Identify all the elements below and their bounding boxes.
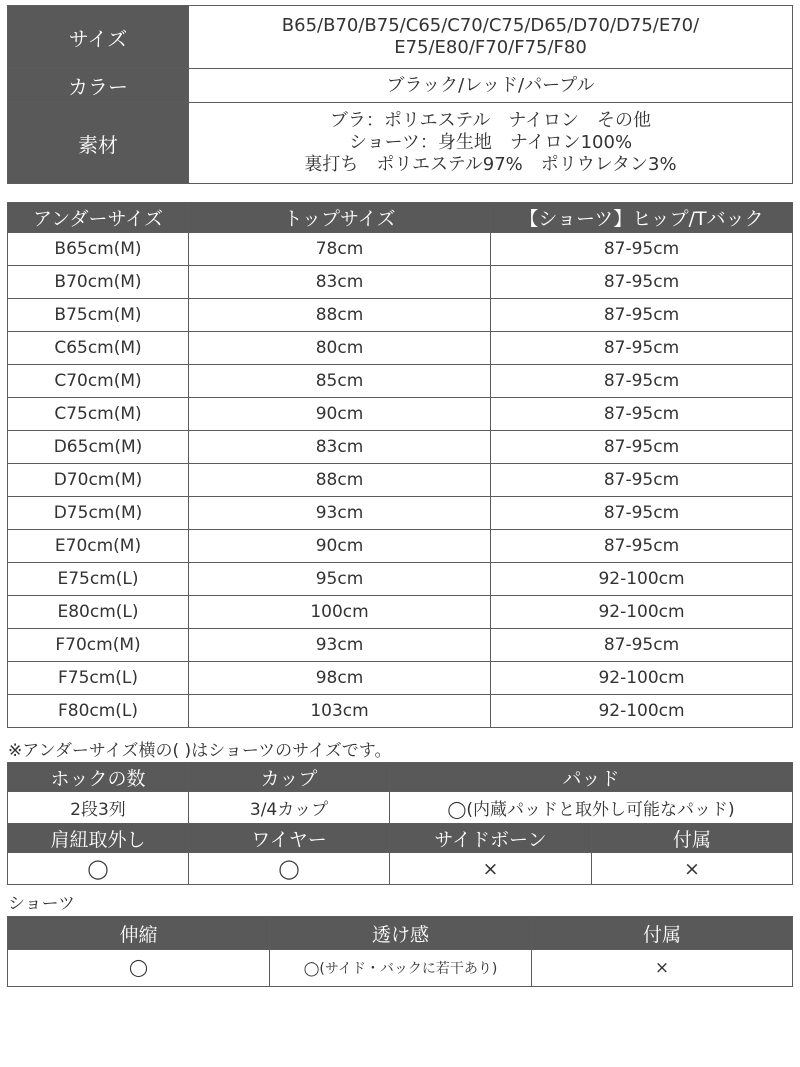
under-size-cell: D75cm(M)	[8, 497, 189, 530]
under-size-cell: E75cm(L)	[8, 563, 189, 596]
feature-table-hook-cup-pad	[7, 762, 793, 824]
shorts-hip-cell: 87-95cm	[491, 497, 793, 530]
material-label: 素材	[8, 103, 189, 184]
feature1-header-row	[8, 763, 793, 792]
accessories-value: ×	[592, 853, 793, 885]
top-size-cell: 88cm	[189, 464, 491, 497]
header-wire: ワイヤー	[189, 824, 390, 853]
shorts-table	[7, 916, 793, 987]
header-hook-count: ホックの数	[8, 763, 189, 792]
material-line1: ブラ：ポリエステル ナイロン その他	[329, 110, 652, 131]
shorts-hip-cell: 87-95cm	[491, 431, 793, 464]
table-row	[8, 464, 793, 497]
under-size-cell: E80cm(L)	[8, 596, 189, 629]
spec-row-color	[8, 69, 793, 103]
header-sheerness: 透け感	[270, 917, 532, 950]
table-row	[8, 629, 793, 662]
shorts-header-row	[8, 917, 793, 950]
pad-value: ◯(内蔵パッドと取外し可能なパッド)	[390, 792, 793, 824]
header-top-size: トップサイズ	[189, 203, 491, 233]
under-size-cell: F75cm(L)	[8, 662, 189, 695]
shorts-hip-cell: 92-100cm	[491, 596, 793, 629]
under-size-cell: C70cm(M)	[8, 365, 189, 398]
material-line3: 裏打ち ポリエステル97% ポリウレタン3%	[304, 154, 677, 175]
under-size-cell: D65cm(M)	[8, 431, 189, 464]
header-side-bone: サイドボーン	[390, 824, 592, 853]
material-line2: ショーツ：身生地 ナイロン100%	[348, 132, 633, 153]
header-cup: カップ	[189, 763, 390, 792]
top-size-cell: 90cm	[189, 398, 491, 431]
top-size-cell: 85cm	[189, 365, 491, 398]
size-chart-header-row	[8, 203, 793, 233]
shorts-hip-cell: 87-95cm	[491, 629, 793, 662]
top-size-cell: 83cm	[189, 266, 491, 299]
table-row	[8, 497, 793, 530]
table-row	[8, 365, 793, 398]
under-size-cell: B65cm(M)	[8, 233, 189, 266]
wire-value: ◯	[189, 853, 390, 885]
top-size-cell: 78cm	[189, 233, 491, 266]
under-size-cell: D70cm(M)	[8, 464, 189, 497]
shorts-hip-cell: 92-100cm	[491, 563, 793, 596]
feature-table-strap-wire	[7, 823, 793, 885]
shorts-hip-cell: 87-95cm	[491, 398, 793, 431]
table-row	[8, 695, 793, 728]
header-shorts-accessories: 付属	[532, 917, 793, 950]
stretch-value: ◯	[8, 950, 270, 987]
feature2-header-row	[8, 824, 793, 853]
size-value	[189, 6, 793, 69]
size-value-line1: B65/B70/B75/C65/C70/C75/D65/D70/D75/E70/	[281, 15, 700, 36]
under-size-cell: B75cm(M)	[8, 299, 189, 332]
header-strap-removable: 肩紐取外し	[8, 824, 189, 853]
cup-value: 3/4カップ	[189, 792, 390, 824]
header-under-size: アンダーサイズ	[8, 203, 189, 233]
spec-row-material	[8, 103, 793, 184]
spec-row-size	[8, 6, 793, 69]
shorts-hip-cell: 87-95cm	[491, 365, 793, 398]
top-size-cell: 80cm	[189, 332, 491, 365]
table-row	[8, 266, 793, 299]
header-pad: パッド	[390, 763, 793, 792]
color-label: カラー	[8, 69, 189, 103]
table-row	[8, 332, 793, 365]
table-row	[8, 596, 793, 629]
hook-count-value: 2段3列	[8, 792, 189, 824]
feature1-value-row	[8, 792, 793, 824]
top-size-cell: 88cm	[189, 299, 491, 332]
top-size-cell: 93cm	[189, 629, 491, 662]
table-row	[8, 299, 793, 332]
top-size-cell: 93cm	[189, 497, 491, 530]
under-size-cell: C75cm(M)	[8, 398, 189, 431]
table-row	[8, 563, 793, 596]
top-size-cell: 103cm	[189, 695, 491, 728]
shorts-hip-cell: 87-95cm	[491, 530, 793, 563]
sheerness-value: ◯(サイド・バックに若干あり)	[270, 950, 532, 987]
table-row	[8, 398, 793, 431]
header-stretch: 伸縮	[8, 917, 270, 950]
under-size-cell: F70cm(M)	[8, 629, 189, 662]
shorts-section-title: ショーツ	[8, 894, 75, 914]
top-size-cell: 90cm	[189, 530, 491, 563]
feature2-value-row	[8, 853, 793, 885]
under-size-cell: F80cm(L)	[8, 695, 189, 728]
table-row	[8, 662, 793, 695]
shorts-hip-cell: 92-100cm	[491, 695, 793, 728]
header-shorts-hip: 【ショーツ】ヒップ/Tバック	[491, 203, 793, 233]
strap-removable-value: ◯	[8, 853, 189, 885]
size-chart-table	[7, 202, 793, 728]
size-value-line2: E75/E80/F70/F75/F80	[394, 37, 587, 58]
header-accessories: 付属	[592, 824, 793, 853]
top-size-cell: 83cm	[189, 431, 491, 464]
under-size-cell: B70cm(M)	[8, 266, 189, 299]
size-label: サイズ	[8, 6, 189, 69]
table-row	[8, 233, 793, 266]
shorts-hip-cell: 87-95cm	[491, 299, 793, 332]
table-row	[8, 530, 793, 563]
under-size-cell: E70cm(M)	[8, 530, 189, 563]
shorts-accessories-value: ×	[532, 950, 793, 987]
top-size-cell: 95cm	[189, 563, 491, 596]
side-bone-value: ×	[390, 853, 592, 885]
top-size-cell: 98cm	[189, 662, 491, 695]
size-note: ※アンダーサイズ横の( )はショーツのサイズです。	[8, 741, 392, 761]
under-size-cell: C65cm(M)	[8, 332, 189, 365]
shorts-value-row	[8, 950, 793, 987]
material-value	[189, 103, 793, 184]
top-size-cell: 100cm	[189, 596, 491, 629]
shorts-hip-cell: 87-95cm	[491, 233, 793, 266]
shorts-hip-cell: 87-95cm	[491, 464, 793, 497]
shorts-hip-cell: 87-95cm	[491, 266, 793, 299]
table-row	[8, 431, 793, 464]
shorts-hip-cell: 87-95cm	[491, 332, 793, 365]
shorts-hip-cell: 92-100cm	[491, 662, 793, 695]
spec-table	[7, 5, 793, 184]
color-value: ブラック/レッド/パープル	[189, 69, 793, 103]
